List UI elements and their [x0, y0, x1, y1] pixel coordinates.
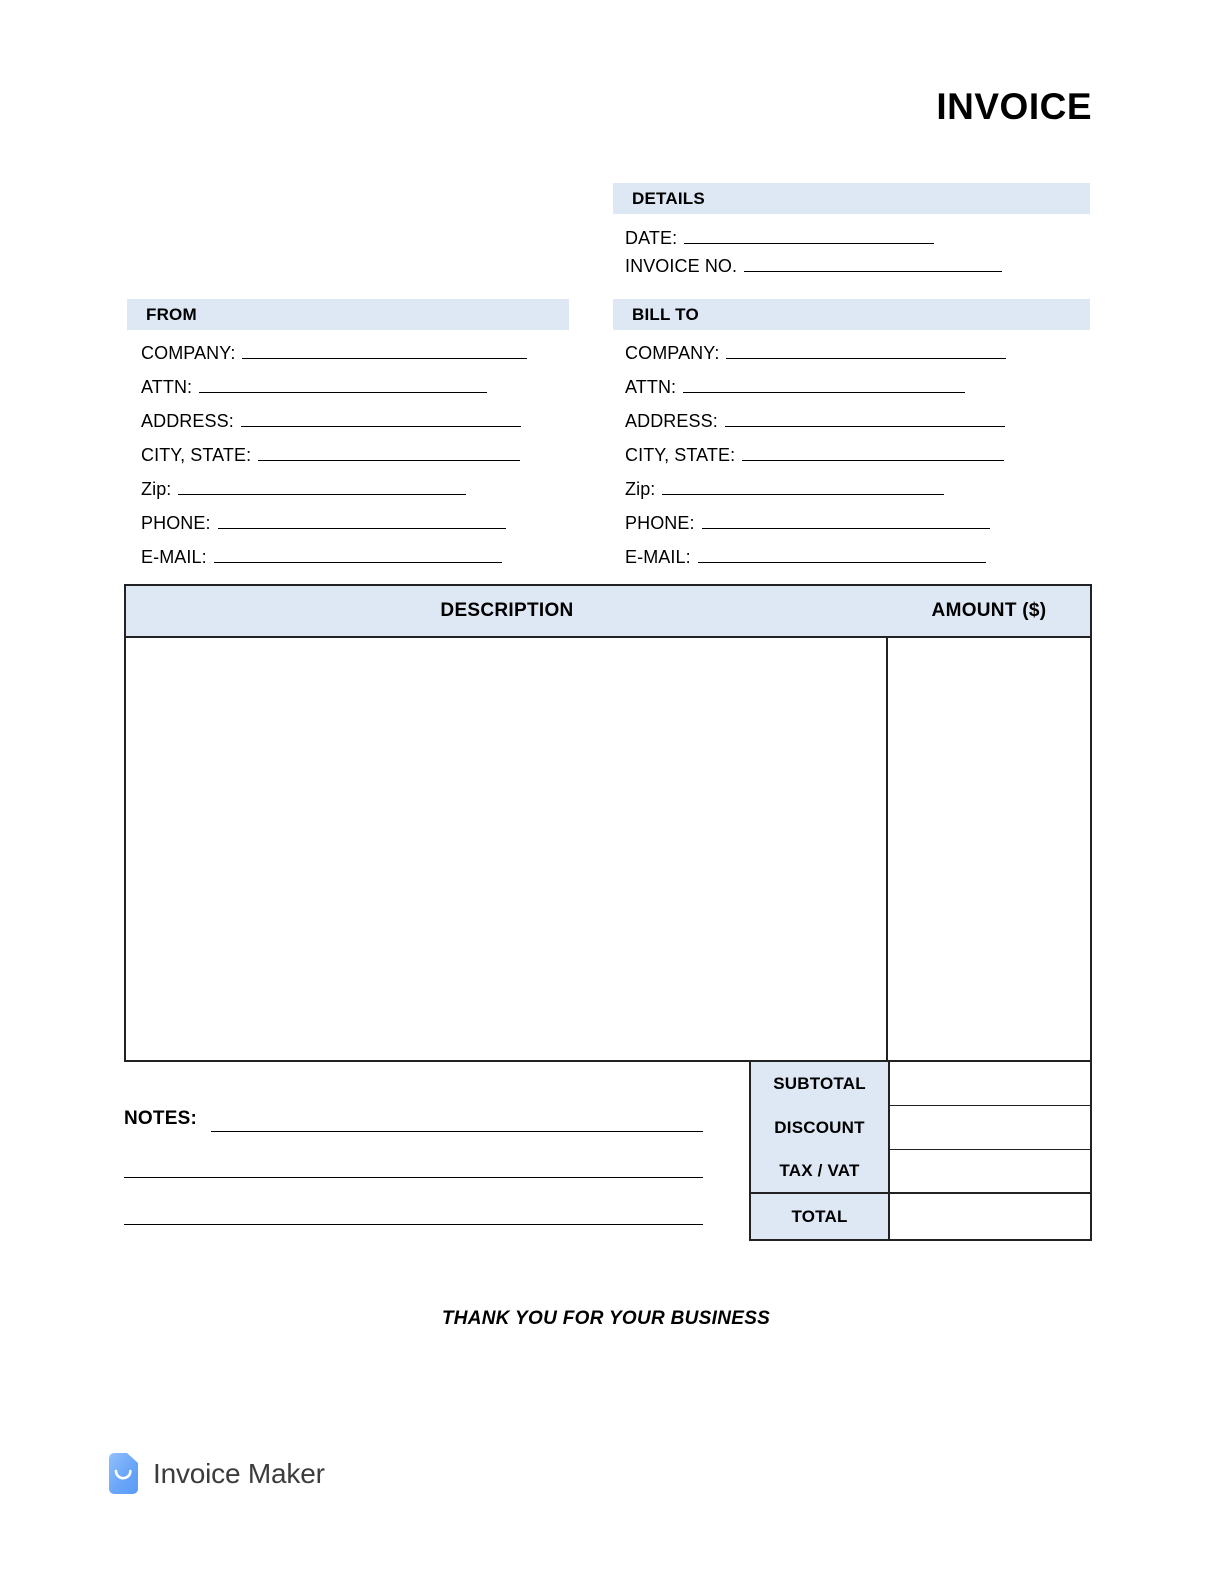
bill-to-field-city-state-input[interactable] — [742, 443, 1004, 461]
bill-to-field-phone[interactable] — [625, 511, 990, 535]
from-field-phone-label: PHONE: — [141, 513, 211, 533]
bill-to-field-email[interactable] — [625, 545, 986, 569]
bill-to-field-phone-label: PHONE: — [625, 513, 695, 533]
field-invoice-no[interactable] — [625, 254, 1002, 278]
page-title: INVOICE — [936, 86, 1092, 127]
brand-footer[interactable] — [104, 1452, 325, 1495]
from-field-email-input[interactable] — [214, 545, 502, 563]
bill-to-field-email-label: E-MAIL: — [625, 547, 691, 567]
details-heading-label: DETAILS — [632, 188, 705, 208]
bill-to-field-company[interactable] — [625, 341, 1006, 365]
line-items-body — [126, 638, 1090, 1060]
bill-to-field-email-input[interactable] — [698, 545, 986, 563]
from-field-city-state[interactable] — [141, 443, 520, 467]
totals-label-total: TOTAL — [751, 1194, 890, 1239]
line-items-description-area[interactable] — [126, 638, 888, 1060]
line-items-table — [124, 584, 1092, 1062]
from-field-phone-input[interactable] — [218, 511, 506, 529]
from-heading-label: FROM — [146, 304, 197, 324]
totals-label-discount: DISCOUNT — [751, 1106, 890, 1150]
bill-to-field-attn-input[interactable] — [683, 375, 965, 393]
bill-to-field-attn[interactable] — [625, 375, 965, 399]
totals-row-discount — [751, 1106, 1090, 1150]
bill-to-field-zip-label: Zip: — [625, 479, 656, 499]
totals-value-total[interactable] — [890, 1194, 1090, 1239]
totals-label-tax-vat: TAX / VAT — [751, 1150, 890, 1194]
field-date[interactable] — [625, 226, 934, 250]
from-field-zip-label: Zip: — [141, 479, 172, 499]
totals-table — [749, 1062, 1092, 1241]
from-field-company[interactable] — [141, 341, 527, 365]
totals-label-subtotal: SUBTOTAL — [751, 1062, 890, 1106]
bill-to-field-city-state-label: CITY, STATE: — [625, 445, 736, 465]
bill-to-field-phone-input[interactable] — [702, 511, 990, 529]
totals-row-subtotal — [751, 1062, 1090, 1106]
from-field-city-state-label: CITY, STATE: — [141, 445, 252, 465]
notes-input-line-3[interactable] — [124, 1224, 703, 1225]
from-section-header — [127, 299, 569, 330]
from-field-phone[interactable] — [141, 511, 506, 535]
totals-value-discount[interactable] — [890, 1106, 1090, 1150]
from-field-city-state-input[interactable] — [258, 443, 520, 461]
bill-to-field-address-label: ADDRESS: — [625, 411, 718, 431]
bill-to-field-address-input[interactable] — [725, 409, 1005, 427]
column-header-description: DESCRIPTION — [440, 600, 574, 621]
field-invoice-no-input[interactable] — [744, 254, 1002, 272]
totals-row-tax-vat — [751, 1150, 1090, 1194]
invoice-document-smile-icon — [104, 1452, 139, 1495]
from-field-zip[interactable] — [141, 477, 466, 501]
from-field-address-input[interactable] — [241, 409, 521, 427]
totals-value-subtotal[interactable] — [890, 1062, 1090, 1106]
column-header-amount: AMOUNT ($) — [931, 600, 1047, 621]
thank-you-text: THANK YOU FOR YOUR BUSINESS — [441, 1308, 771, 1329]
bill-to-field-zip-input[interactable] — [662, 477, 944, 495]
from-field-address[interactable] — [141, 409, 521, 433]
from-field-address-label: ADDRESS: — [141, 411, 234, 431]
notes-label: NOTES: — [124, 1108, 197, 1129]
from-field-attn-input[interactable] — [199, 375, 487, 393]
line-items-header-row — [126, 586, 1090, 638]
bill-to-section-header — [613, 299, 1090, 330]
from-field-zip-input[interactable] — [178, 477, 466, 495]
bill-to-field-city-state[interactable] — [625, 443, 1004, 467]
thank-you-note — [0, 1308, 1220, 1330]
field-date-input[interactable] — [684, 226, 934, 244]
from-field-attn-label: ATTN: — [141, 377, 193, 397]
field-invoice-no-label: INVOICE NO. — [625, 256, 738, 276]
bill-to-field-attn-label: ATTN: — [625, 377, 677, 397]
from-field-email[interactable] — [141, 545, 502, 569]
from-field-company-input[interactable] — [242, 341, 527, 359]
bill-to-field-zip[interactable] — [625, 477, 944, 501]
bill-to-field-company-input[interactable] — [726, 341, 1006, 359]
notes-input-line-1[interactable] — [211, 1131, 703, 1132]
field-date-label: DATE: — [625, 228, 678, 248]
details-section-header — [613, 183, 1090, 214]
totals-row-total — [751, 1194, 1090, 1239]
brand-name: Invoice Maker — [153, 1457, 325, 1489]
bill-to-field-address[interactable] — [625, 409, 1005, 433]
bill-to-heading-label: BILL TO — [632, 304, 699, 324]
totals-value-tax-vat[interactable] — [890, 1150, 1090, 1194]
line-items-amount-area[interactable] — [888, 638, 1090, 1060]
from-field-company-label: COMPANY: — [141, 343, 236, 363]
from-field-email-label: E-MAIL: — [141, 547, 207, 567]
notes-input-line-2[interactable] — [124, 1177, 703, 1178]
from-field-attn[interactable] — [141, 375, 487, 399]
bill-to-field-company-label: COMPANY: — [625, 343, 720, 363]
